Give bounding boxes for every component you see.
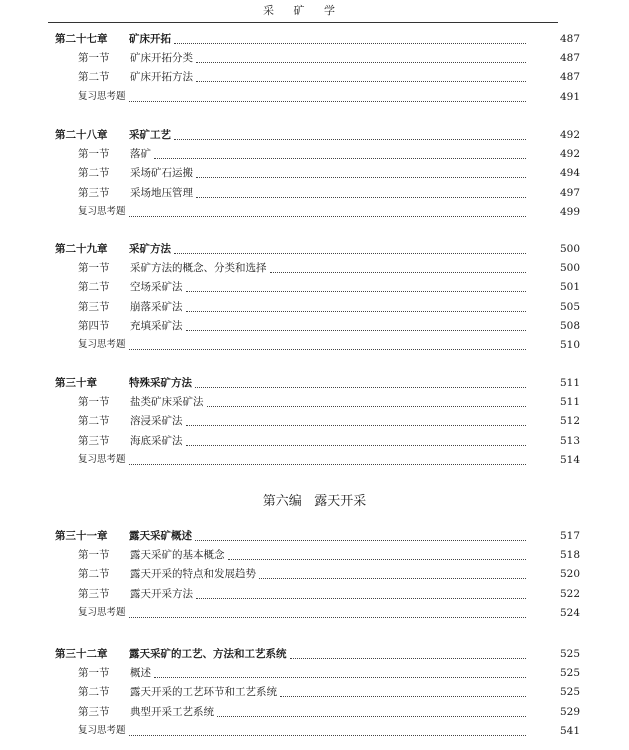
dot-leader (174, 123, 526, 140)
chapter-title: 露天采矿概述 (129, 530, 192, 542)
dot-leader (129, 448, 526, 465)
entry-label (78, 394, 207, 410)
entry-label (78, 452, 129, 468)
entry-label (78, 723, 129, 739)
chapter-number: 第三十章 (55, 377, 97, 389)
section-number: 第一节 (78, 549, 110, 562)
section-title: 采场地压管理 (130, 186, 193, 199)
page-number: 510 (528, 337, 580, 353)
section-number: 第三节 (78, 300, 110, 313)
entry-label (78, 69, 196, 85)
entry-label (78, 586, 196, 602)
toc-review-row[interactable] (0, 723, 629, 743)
page-number: 501 (528, 279, 580, 295)
entry-label (78, 165, 196, 181)
entry-label (78, 665, 154, 681)
entry-label (55, 528, 195, 544)
part-title-text: 露天开采 (314, 494, 367, 509)
section-title: 空场采矿法 (130, 281, 183, 294)
dot-leader (196, 65, 526, 82)
entry-label (55, 375, 195, 391)
entry-label (78, 337, 129, 353)
section-number: 第一节 (78, 148, 110, 161)
review-title: 复习思考题 (78, 724, 126, 736)
section-title: 海底采矿法 (130, 434, 183, 447)
chapter-title: 采矿方法 (129, 243, 171, 255)
chapter-title: 采矿工艺 (129, 129, 171, 141)
page-number: 499 (528, 204, 580, 220)
dot-leader (129, 85, 526, 102)
chapter-number: 第三十一章 (55, 530, 108, 542)
entry-label (55, 646, 290, 662)
section-title: 落矿 (130, 148, 151, 161)
chapter-title: 特殊采矿方法 (129, 377, 192, 389)
dot-leader (129, 601, 526, 618)
page-number: 500 (528, 241, 580, 257)
chapter-number: 第二十八章 (55, 129, 108, 141)
entry-label (78, 704, 217, 720)
page-header (48, 0, 558, 23)
section-title: 溶浸采矿法 (130, 415, 183, 428)
page-number: 497 (528, 185, 580, 201)
page-number: 487 (528, 31, 580, 47)
entry-label (78, 566, 259, 582)
review-title: 复习思考题 (78, 205, 126, 217)
page-number: 492 (528, 146, 580, 162)
dot-leader (174, 27, 526, 44)
dot-leader (228, 543, 526, 560)
entry-label (78, 318, 186, 334)
page-number: 524 (528, 605, 580, 621)
dot-leader (270, 256, 526, 273)
chapter-number: 第二十九章 (55, 243, 108, 255)
toc-review-row[interactable] (0, 204, 629, 224)
section-number: 第二节 (78, 167, 110, 180)
page-number: 491 (528, 89, 580, 105)
review-title: 复习思考题 (78, 606, 126, 618)
chapter-title: 露天采矿的工艺、方法和工艺系统 (129, 648, 287, 660)
section-title: 矿床开拓方法 (130, 71, 193, 84)
entry-label (78, 279, 186, 295)
section-title: 露天开采方法 (130, 587, 193, 600)
dot-leader (154, 661, 526, 678)
section-number: 第二节 (78, 686, 110, 699)
entry-label (78, 684, 280, 700)
review-title: 复习思考题 (78, 339, 126, 350)
entry-label (55, 241, 174, 257)
section-number: 第一节 (78, 262, 110, 275)
section-title: 矿床开拓分类 (130, 52, 193, 65)
section-number: 第二节 (78, 71, 110, 84)
section-number: 第一节 (78, 52, 110, 65)
section-title: 概述 (130, 667, 151, 680)
entry-label (78, 204, 129, 220)
page-number: 513 (528, 433, 580, 449)
section-number: 第三节 (78, 587, 110, 600)
section-number: 第三节 (78, 434, 110, 447)
dot-leader (196, 46, 526, 63)
page-number: 525 (528, 665, 580, 681)
dot-leader (186, 275, 526, 292)
toc-review-row[interactable] (0, 89, 629, 109)
dot-leader (129, 200, 526, 217)
dot-leader (129, 719, 526, 736)
chapter-title: 矿床开拓 (129, 33, 171, 45)
entry-label (78, 605, 129, 621)
page-number: 541 (528, 723, 580, 739)
dot-leader (195, 371, 526, 388)
entry-label (78, 433, 186, 449)
running-head: 采 矿 学 (263, 4, 343, 17)
entry-label (78, 413, 186, 429)
section-title: 采场矿石运搬 (130, 167, 193, 180)
page-number: 487 (528, 69, 580, 85)
page-number: 517 (528, 528, 580, 544)
page-number: 500 (528, 260, 580, 276)
dot-leader (154, 142, 526, 159)
page-number: 508 (528, 318, 580, 334)
page-number: 529 (528, 704, 580, 720)
toc-review-row[interactable] (0, 337, 629, 357)
section-title: 崩落采矿法 (130, 300, 183, 313)
part-label: 第六编 (262, 494, 302, 509)
section-number: 第二节 (78, 568, 110, 581)
page-number: 505 (528, 299, 580, 315)
dot-leader (196, 582, 526, 599)
section-number: 第三节 (78, 186, 110, 199)
dot-leader (186, 314, 526, 331)
dot-leader (196, 161, 526, 178)
toc-review-row[interactable] (0, 452, 629, 472)
section-number: 第二节 (78, 415, 110, 428)
dot-leader (129, 333, 526, 350)
section-title: 采矿方法的概念、分类和选择 (130, 262, 267, 275)
page-number: 511 (528, 375, 580, 391)
section-number: 第一节 (78, 396, 110, 409)
page-number: 487 (528, 50, 580, 66)
section-number: 第三节 (78, 705, 110, 718)
review-title: 复习思考题 (78, 90, 126, 102)
page-number: 522 (528, 586, 580, 602)
entry-label (78, 547, 228, 563)
dot-leader (290, 642, 526, 659)
section-number: 第四节 (78, 319, 110, 332)
page-number: 511 (528, 394, 580, 410)
dot-leader (259, 562, 526, 579)
entry-label (78, 146, 154, 162)
dot-leader (217, 700, 526, 717)
section-title: 典型开采工艺系统 (130, 705, 214, 718)
dot-leader (186, 429, 526, 446)
section-number: 第二节 (78, 281, 110, 294)
dot-leader (196, 181, 526, 198)
section-title: 露天开采的特点和发展趋势 (130, 568, 256, 581)
page-number: 525 (528, 684, 580, 700)
entry-label (78, 299, 186, 315)
dot-leader (280, 680, 526, 697)
page-number: 520 (528, 566, 580, 582)
section-title: 露天采矿的基本概念 (130, 549, 225, 562)
entry-label (55, 31, 174, 47)
section-number: 第一节 (78, 667, 110, 680)
part-heading (0, 490, 629, 509)
section-title: 露天开采的工艺环节和工艺系统 (130, 686, 277, 699)
entry-label (78, 185, 196, 201)
entry-label (55, 127, 174, 143)
chapter-number: 第三十二章 (55, 648, 108, 660)
entry-label (78, 260, 270, 276)
page-number: 518 (528, 547, 580, 563)
page-number: 492 (528, 127, 580, 143)
page-number: 494 (528, 165, 580, 181)
toc-review-row[interactable] (0, 605, 629, 625)
dot-leader (195, 524, 526, 541)
dot-leader (186, 409, 526, 426)
page-number: 512 (528, 413, 580, 429)
entry-label (78, 50, 196, 66)
section-title: 盐类矿床采矿法 (130, 396, 204, 409)
dot-leader (174, 237, 526, 254)
section-title: 充填采矿法 (130, 319, 183, 332)
page-number: 514 (528, 452, 580, 468)
page-number: 525 (528, 646, 580, 662)
entry-label (78, 89, 129, 105)
dot-leader (186, 295, 526, 312)
chapter-number: 第二十七章 (55, 33, 108, 45)
review-title: 复习思考题 (78, 453, 126, 465)
dot-leader (207, 390, 526, 407)
